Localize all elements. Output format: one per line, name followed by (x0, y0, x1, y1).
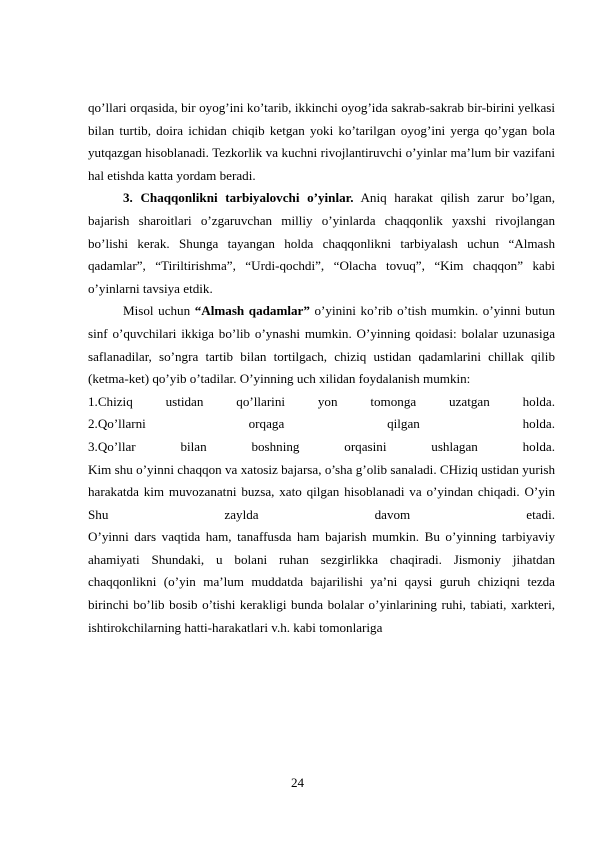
document-page (88, 97, 555, 639)
rule-item-3: 3.Qo’llar bilan boshning orqasini ushlagan holda. (88, 438, 555, 454)
page-number: 24 (290, 775, 305, 790)
paragraph-intro: qo’llari orqasida, bir oyog’ini ko’tarib, ikkinchi oyog’ida sakrab-sakrab bir-birini yelkasi bilan turtib, doira ichidan chiqib ketgan yoki ko’tarilgan oyog’ini yerga qo’ygan bola yutqazgan hisoblanadi. Tezkorlik va kuchni rivojlantiruvchi o’yinlar ma’lum bir vazifani hal etishda katta yordam beradi. (88, 100, 555, 183)
example-lead: Misol uchun (123, 303, 195, 319)
rule-item-2: 2.Qo’llarni orqaga qilgan holda. (88, 416, 555, 432)
example-text: o’yinini ko’rib o’tish mumkin. o’yinni butun sinf o’quvchilari ikkiga bo’lib o’ynashi mumkin. O’yinning qoidasi: bolalar uzunasiga saflanadilar, so’ngra tartib bilan tortilgach, chiziq ustidan qadamlarini chillak qilib (ketma-ket) qo’yib o’tadilar. O’yinning uch xilidan foydalanish mumkin: (88, 303, 556, 387)
paragraph-agility-text: Aniq harakat qilish zarur bo’lgan, bajarish sharoitlari o’zgaruvchan milliy o’yinlarda chaqqonlik yaxshi rivojlangan bo’lishi kerak. Shunga tayangan holda chaqqonlikni tarbiyalash uchun “Almash qadamlar”, “Tiriltirishma”, “Urdi-qochdi”, “Olacha tovuq”, “Kim chaqqon” kabi o’yinlarni tavsiya etdik. (88, 190, 556, 296)
section-heading-agility: 3. Chaqqonlikni tarbiyalovchi o’yinlar. (123, 190, 354, 206)
game-title-almash-qadamlar: “Almash qadamlar” (194, 303, 310, 319)
paragraph-winner-rules: Kim shu o’yinni chaqqon va xatosiz bajarsa, o’sha g’olib sanaladi. CHiziq ustidan yurish harakatda kim muvozanatni buzsa, xato qilgan hisoblanadi va o’yindan chiqadi. O’yin Shu zaylda davom etadi. (88, 461, 555, 522)
paragraph-agility-games (88, 187, 555, 300)
rule-item-1: 1.Chiziq ustidan qo’llarini yon tomonga uzatgan holda. (88, 393, 555, 409)
paragraph-example-game (88, 300, 555, 390)
paragraph-educational-value: O’yinni dars vaqtida ham, tanaffusda ham bajarish mumkin. Bu o’yinning tarbiyaviy ahamiyati Shundaki, u bolani ruhan sezgirlikka chaqiradi. Jismoniy jihatdan chaqqonlikni (o’yin ma’lum muddatda bajarilishi ya’ni qaysi guruh chiziqni tezda birinchi bo’lib bosib o’tishi kerakligi bunda bolalar o’yinlarining ruhi, tabiati, xarkteri, ishtirokchilarning hatti-harakatlari v.h. kabi tomonlariga (88, 529, 555, 635)
